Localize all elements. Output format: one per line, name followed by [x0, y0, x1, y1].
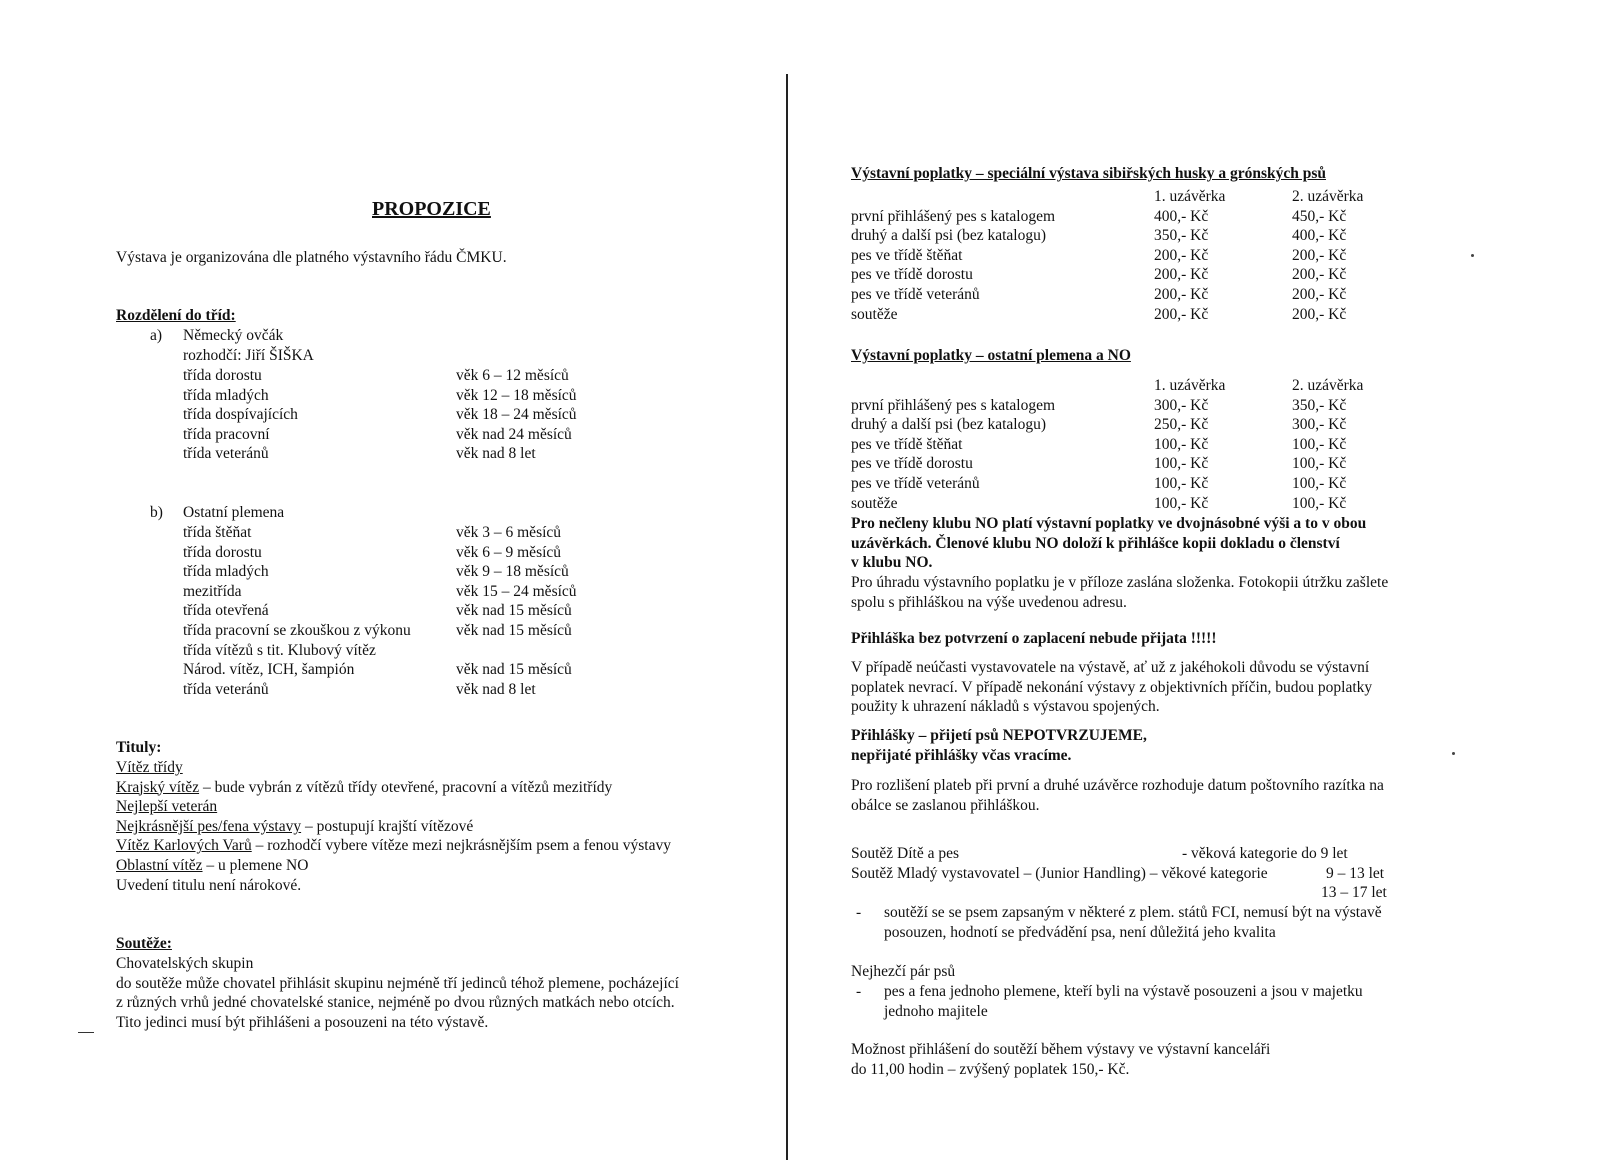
payment-warning: Přihláška bez potvrzení o zaplacení nebude přijata !!!!! — [851, 630, 1217, 647]
title-desc: Uvedení titulu není nárokové. — [116, 876, 302, 894]
contest2-value2: 13 – 17 let — [1321, 884, 1387, 901]
class-age: věk 3 – 6 měsíců — [456, 524, 562, 541]
fee-label: soutěže — [851, 305, 898, 323]
pair-heading: Nejhezčí pár psů — [851, 963, 956, 980]
fee-value-1: 300,- Kč — [1154, 396, 1209, 414]
class-age: věk nad 24 měsíců — [456, 425, 572, 443]
fees2-heading: Výstavní poplatky – ostatní plemena a NO — [851, 347, 1131, 364]
title-item — [116, 876, 301, 896]
title-item — [116, 836, 671, 856]
fee-value-2: 100,- Kč — [1292, 494, 1347, 512]
group-a-judge: rozhodčí: Jiří ŠIŠKA — [183, 347, 314, 364]
class-age: věk 6 – 12 měsíců — [456, 367, 569, 384]
scan-speck — [1452, 752, 1455, 755]
fee-col-header: 2. uzávěrka — [1292, 188, 1364, 205]
fee-col-header: 1. uzávěrka — [1154, 188, 1226, 205]
title-term: Vítěz Karlových Varů — [116, 837, 252, 855]
bullet1-line: soutěží se se psem zapsaným v některé z plem. států FCI, nemusí být na výstavě — [884, 904, 1382, 921]
fee-value-2: 200,- Kč — [1292, 246, 1347, 264]
class-name: třída pracovní — [183, 425, 270, 443]
class-name: třída dospívajících — [183, 406, 298, 424]
fee-label: pes ve třídě veteránů — [851, 286, 980, 303]
postmark-line: obálce se zaslanou přihláškou. — [851, 796, 1040, 814]
class-age: věk 12 – 18 měsíců — [456, 386, 577, 404]
titles-heading: Tituly: — [116, 739, 162, 756]
class-name: třída vítězů s tit. Klubový vítěz — [183, 641, 376, 659]
fee-value-1: 350,- Kč — [1154, 227, 1209, 245]
group-b-breed: Ostatní plemena — [183, 504, 285, 521]
class-name: třída dorostu — [183, 543, 262, 561]
fee-col-header: 1. uzávěrka — [1154, 377, 1226, 394]
fee-value-2: 100,- Kč — [1292, 455, 1347, 473]
refund-line: poplatek nevrací. V případě nekonání výstavy z objektivních příčin, budou poplatky — [851, 678, 1373, 696]
fee-value-1: 100,- Kč — [1154, 475, 1209, 492]
fee-value-1: 200,- Kč — [1154, 266, 1209, 284]
contests-line: Tito jedinci musí být přihlášeni a posouzeni na této výstavě. — [116, 1013, 489, 1031]
class-age: věk 6 – 9 měsíců — [456, 543, 562, 561]
scan-mark — [78, 1032, 94, 1033]
fee-label: první přihlášený pes s katalogem — [851, 207, 1056, 225]
title-item — [116, 778, 612, 798]
refund-line: použity k uhrazení nákladů s výstavou spojených. — [851, 698, 1160, 716]
refund-line: V případě neúčasti vystavovatele na výstavě, ať už z jakéhokoli důvodu se výstavní — [851, 659, 1370, 676]
page-title: PROPOZICE — [372, 198, 491, 220]
class-age: věk nad 8 let — [456, 445, 536, 463]
bullet2-line: pes a fena jednoho plemene, kteří byli na výstavě posouzeni a jsou v majetku — [884, 983, 1363, 1000]
fee-label: pes ve třídě štěňat — [851, 246, 963, 264]
title-desc: – u plemene NO — [202, 857, 309, 874]
class-age: věk nad 15 měsíců — [456, 622, 572, 639]
intro-text: Výstava je organizována dle platného výstavního řádu ČMKU. — [116, 249, 507, 266]
acceptance-line: Přihlášky – přijetí psů NEPOTVRZUJEME, — [851, 727, 1147, 744]
fee-value-2: 450,- Kč — [1292, 207, 1347, 225]
contests-line: Chovatelských skupin — [116, 955, 254, 972]
class-name: třída otevřená — [183, 602, 269, 620]
fee-value-2: 200,- Kč — [1292, 305, 1347, 323]
bullet1-dash: - — [856, 904, 862, 921]
contests-line: z různých vrhů jedné chovatelské stanice, nejméně po dvou různých matkách nebo otcích. — [116, 994, 675, 1012]
fee-label: první přihlášený pes s katalogem — [851, 396, 1056, 414]
class-age: věk nad 8 let — [456, 680, 536, 698]
title-item — [116, 856, 308, 876]
contest2-value1: 9 – 13 let — [1326, 865, 1385, 882]
class-age: věk nad 15 měsíců — [456, 602, 572, 620]
class-name: třída pracovní se zkouškou z výkonu — [183, 622, 411, 639]
nonmember-line: uzávěrkách. Členové klubu NO doloží k přihlášce kopii dokladu o členství — [851, 534, 1340, 552]
fee-value-2: 200,- Kč — [1292, 266, 1347, 284]
group-a-marker: a) — [150, 327, 163, 344]
class-name: třída dorostu — [183, 367, 262, 384]
contest2-label: Soutěž Mladý vystavovatel – (Junior Handling) – věkové kategorie — [851, 865, 1268, 882]
fee-value-1: 100,- Kč — [1154, 435, 1209, 453]
fee-value-1: 250,- Kč — [1154, 416, 1209, 434]
bullet1-line: posouzen, hodnotí se předvádění psa, není důležitá jeho kvalita — [884, 923, 1276, 941]
fees1-heading: Výstavní poplatky – speciální výstava sibiřských husky a grónských psů — [851, 165, 1327, 182]
group-b-marker: b) — [150, 504, 163, 521]
late-entry-line: Možnost přihlášení do soutěží během výstavy ve výstavní kanceláři — [851, 1041, 1271, 1058]
class-name: Národ. vítěz, ICH, šampión — [183, 661, 355, 679]
class-name: mezitřída — [183, 582, 242, 600]
fee-label: pes ve třídě dorostu — [851, 455, 973, 473]
classes-heading: Rozdělení do tříd: — [116, 307, 236, 324]
fee-label: pes ve třídě veteránů — [851, 475, 980, 492]
fee-value-1: 200,- Kč — [1154, 246, 1209, 264]
contest1-value: - věková kategorie do 9 let — [1182, 845, 1348, 862]
nonmember-line: v klubu NO. — [851, 554, 933, 572]
fee-value-2: 100,- Kč — [1292, 435, 1347, 453]
contests-line: do soutěže může chovatel přihlásit skupinu nejméně tří jedinců téhož plemene, pocházející — [116, 974, 679, 992]
fee-value-1: 100,- Kč — [1154, 494, 1209, 512]
title-term: Nejlepší veterán — [116, 798, 218, 816]
class-name: třída mladých — [183, 563, 269, 581]
title-term: Oblastní vítěz — [116, 857, 203, 874]
page-divider — [786, 74, 788, 1160]
fee-value-2: 400,- Kč — [1292, 227, 1347, 245]
acceptance-line: nepřijaté přihlášky včas vracíme. — [851, 746, 1072, 764]
class-name: třída veteránů — [183, 445, 269, 463]
title-item — [116, 758, 183, 778]
payment-line: Pro úhradu výstavního poplatku je v příloze zaslána složenka. Fotokopii útržku zašlete — [851, 574, 1389, 591]
class-age: věk 18 – 24 měsíců — [456, 406, 577, 424]
class-age: věk 9 – 18 měsíců — [456, 563, 569, 581]
fee-label: pes ve třídě štěňat — [851, 435, 963, 453]
title-term: Krajský vítěz — [116, 778, 200, 796]
fee-value-1: 200,- Kč — [1154, 286, 1209, 303]
title-item — [116, 797, 217, 817]
class-name: třída mladých — [183, 386, 269, 404]
contests-heading: Soutěže: — [116, 935, 172, 952]
fee-label: druhý a další psi (bez katalogu) — [851, 227, 1046, 245]
bullet2-dash: - — [856, 983, 862, 1000]
nonmember-line: Pro nečleny klubu NO platí výstavní poplatky ve dvojnásobné výši a to v obou — [851, 515, 1367, 532]
title-desc: – bude vybrán z vítězů třídy otevřené, pracovní a vítězů mezitřídy — [199, 778, 613, 796]
fee-value-1: 100,- Kč — [1154, 455, 1209, 473]
title-term: Vítěz třídy — [116, 759, 183, 776]
contest1-label: Soutěž Dítě a pes — [851, 845, 960, 862]
fee-value-2: 100,- Kč — [1292, 475, 1347, 492]
class-name: třída veteránů — [183, 680, 269, 698]
title-desc: – rozhodčí vybere vítěze mezi nejkrásnějším psem a fenou výstavy — [251, 837, 671, 855]
fee-label: soutěže — [851, 494, 898, 512]
title-term: Nejkrásnější pes/fena výstavy — [116, 817, 302, 835]
fee-value-2: 300,- Kč — [1292, 416, 1347, 434]
postmark-line: Pro rozlišení plateb při první a druhé uzávěrce rozhoduje datum poštovního razítka na — [851, 777, 1384, 794]
class-age: věk 15 – 24 měsíců — [456, 582, 577, 600]
fee-label: pes ve třídě dorostu — [851, 266, 973, 284]
fee-value-2: 200,- Kč — [1292, 286, 1347, 303]
late-entry-line: do 11,00 hodin – zvýšený poplatek 150,- Kč. — [851, 1060, 1130, 1078]
title-desc: – postupují krajští vítězové — [301, 817, 474, 835]
scan-speck — [1471, 254, 1474, 257]
fee-label: druhý a další psi (bez katalogu) — [851, 416, 1046, 434]
fee-value-1: 200,- Kč — [1154, 305, 1209, 323]
group-a-breed: Německý ovčák — [183, 327, 284, 344]
payment-line: spolu s přihláškou na výše uvedenou adresu. — [851, 593, 1127, 611]
fee-col-header: 2. uzávěrka — [1292, 377, 1364, 394]
class-name: třída štěňat — [183, 524, 252, 541]
fee-value-1: 400,- Kč — [1154, 207, 1209, 225]
bullet2-line: jednoho majitele — [884, 1002, 988, 1020]
title-item — [116, 817, 473, 837]
fee-value-2: 350,- Kč — [1292, 396, 1347, 414]
class-age: věk nad 15 měsíců — [456, 661, 572, 679]
